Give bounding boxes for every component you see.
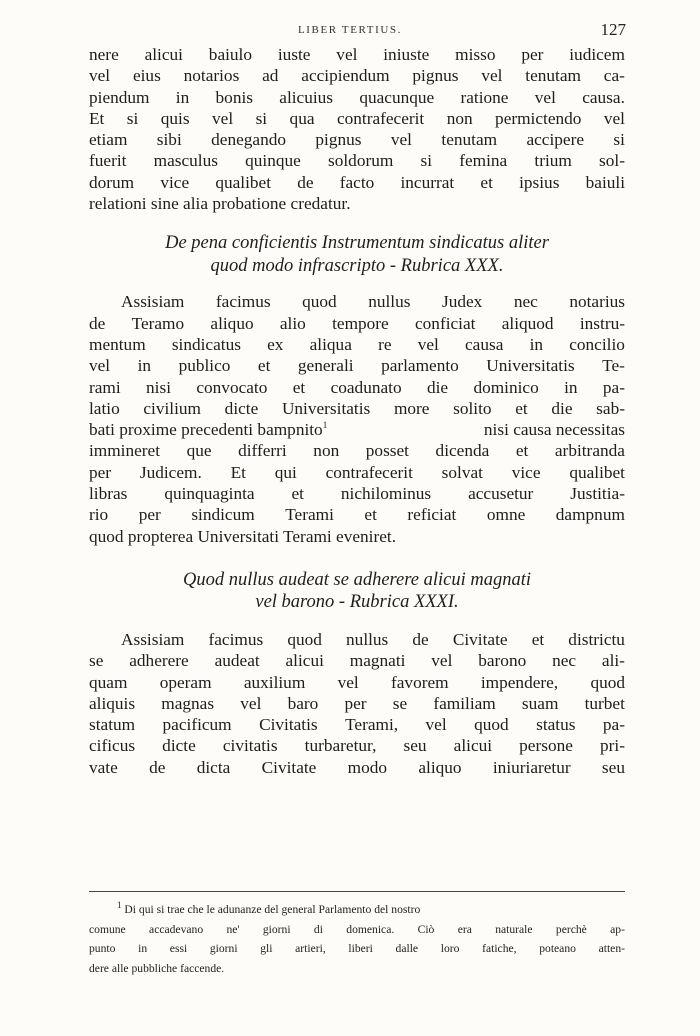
main-text <box>89 44 625 778</box>
text-line: vel eius notarios ad accipiendum pignus vel tenutam ca- <box>89 66 625 86</box>
heading-line: quod modo infrascripto - Rubrica XXX. <box>210 255 504 276</box>
text-line: Assisiam facimus quod nullus Judex nec notarius <box>121 292 625 312</box>
rubric-heading-xxx <box>89 232 625 277</box>
footnote-line <box>89 900 625 920</box>
text-line: latio civilium dicte Universitatis more solito et die sab- <box>89 398 625 418</box>
text-line: etiam sibi denegando pignus vel tenutam accipere si <box>89 130 625 150</box>
text-line: nere alicui baiulo iuste vel iniuste misso per iudicem <box>89 45 625 64</box>
text-line: immineret que differri non posset dicenda et arbitranda <box>89 441 625 461</box>
text-line: rio per sindicum Terami et reficiat omne dampnum <box>89 505 625 525</box>
text-line: vate de dicta Civitate modo aliquo iniuriaretur seu <box>89 757 625 777</box>
heading-line: Quod nullus audeat se adherere alicui magnati <box>182 569 532 590</box>
running-title: LIBER TERTIUS. <box>297 24 403 36</box>
text-line: piendum in bonis alicuius quacunque ratione vel causa. <box>89 87 625 107</box>
text-line-with-footnote <box>89 419 625 440</box>
text-segment: bati proxime precedenti bampnito <box>89 420 323 440</box>
text-segment: nisi causa necessitas <box>483 420 625 440</box>
text-line: aliquis magnas vel baro per se familiam suam turbet <box>89 693 625 713</box>
page-number: 127 <box>600 20 626 39</box>
text-line: cificus dicte civitatis turbaretur, seu alicui persone pri- <box>89 736 625 756</box>
text-line: Et si quis vel si qua contrafecerit non permictendo vel <box>89 108 625 128</box>
text-line: quam operam auxilium vel favorem impendere, quod <box>89 672 625 692</box>
text-line: rami nisi convocato et coadunato die dominico in pa- <box>89 377 625 397</box>
rubric-xxxi-text <box>89 629 625 778</box>
text-line: quod propterea Universitati Terami eveniret. <box>89 526 397 546</box>
footnote-line: dere alle pubbliche faccende. <box>89 961 225 975</box>
text-line: statum pacificum Civitatis Terami, vel quod status pa- <box>89 715 625 735</box>
text-line: fuerit masculus quinque soldorum si femina trium sol- <box>89 151 625 171</box>
text-line: relationi sine alia probatione credatur. <box>89 194 351 214</box>
running-head <box>0 20 700 42</box>
text-line: per Judicem. Et qui contrafecerit solvat vice qualibet <box>89 462 625 482</box>
heading-line: De pena conficientis Instrumentum sindicatus aliter <box>165 233 549 254</box>
text-line: vel in publico et generali parlamento Universitatis Te- <box>89 356 625 376</box>
text-line: dorum vice qualibet de facto incurrat et ipsius baiuli <box>89 172 625 192</box>
footnote-rule <box>89 891 625 892</box>
footnote-number: 1 <box>117 900 122 911</box>
footnote-line: comune accadevano ne' giorni di domenica. Ciò era naturale perchè ap- <box>89 922 625 936</box>
heading-line: vel barono - Rubrica XXXI. <box>255 592 459 613</box>
footnote <box>89 900 625 978</box>
paragraph-continuation <box>89 44 625 214</box>
footnote-line: punto in essi giorni gli artieri, liberi dalle loro fatiche, poteano atten- <box>89 942 625 955</box>
footnote-marker: 1 <box>322 420 328 431</box>
text-line: libras quinquaginta et nichilominus accusetur Justitia- <box>89 484 625 504</box>
text-line: de Teramo aliquo alio tempore conficiat aliquod instru- <box>89 313 625 333</box>
rubric-xxx-text <box>89 291 625 547</box>
text-line: mentum sindicatus ex aliqua re vel causa in concilio <box>89 334 625 354</box>
text-line: se adherere audeat alicui magnati vel barono nec ali- <box>89 651 625 671</box>
text-line: Assisiam facimus quod nullus de Civitate et districtu <box>121 629 625 649</box>
rubric-heading-xxxi <box>89 569 625 614</box>
footnote-text: Di qui si trae che le adunanze del general Parlamento del nostro <box>124 903 421 916</box>
